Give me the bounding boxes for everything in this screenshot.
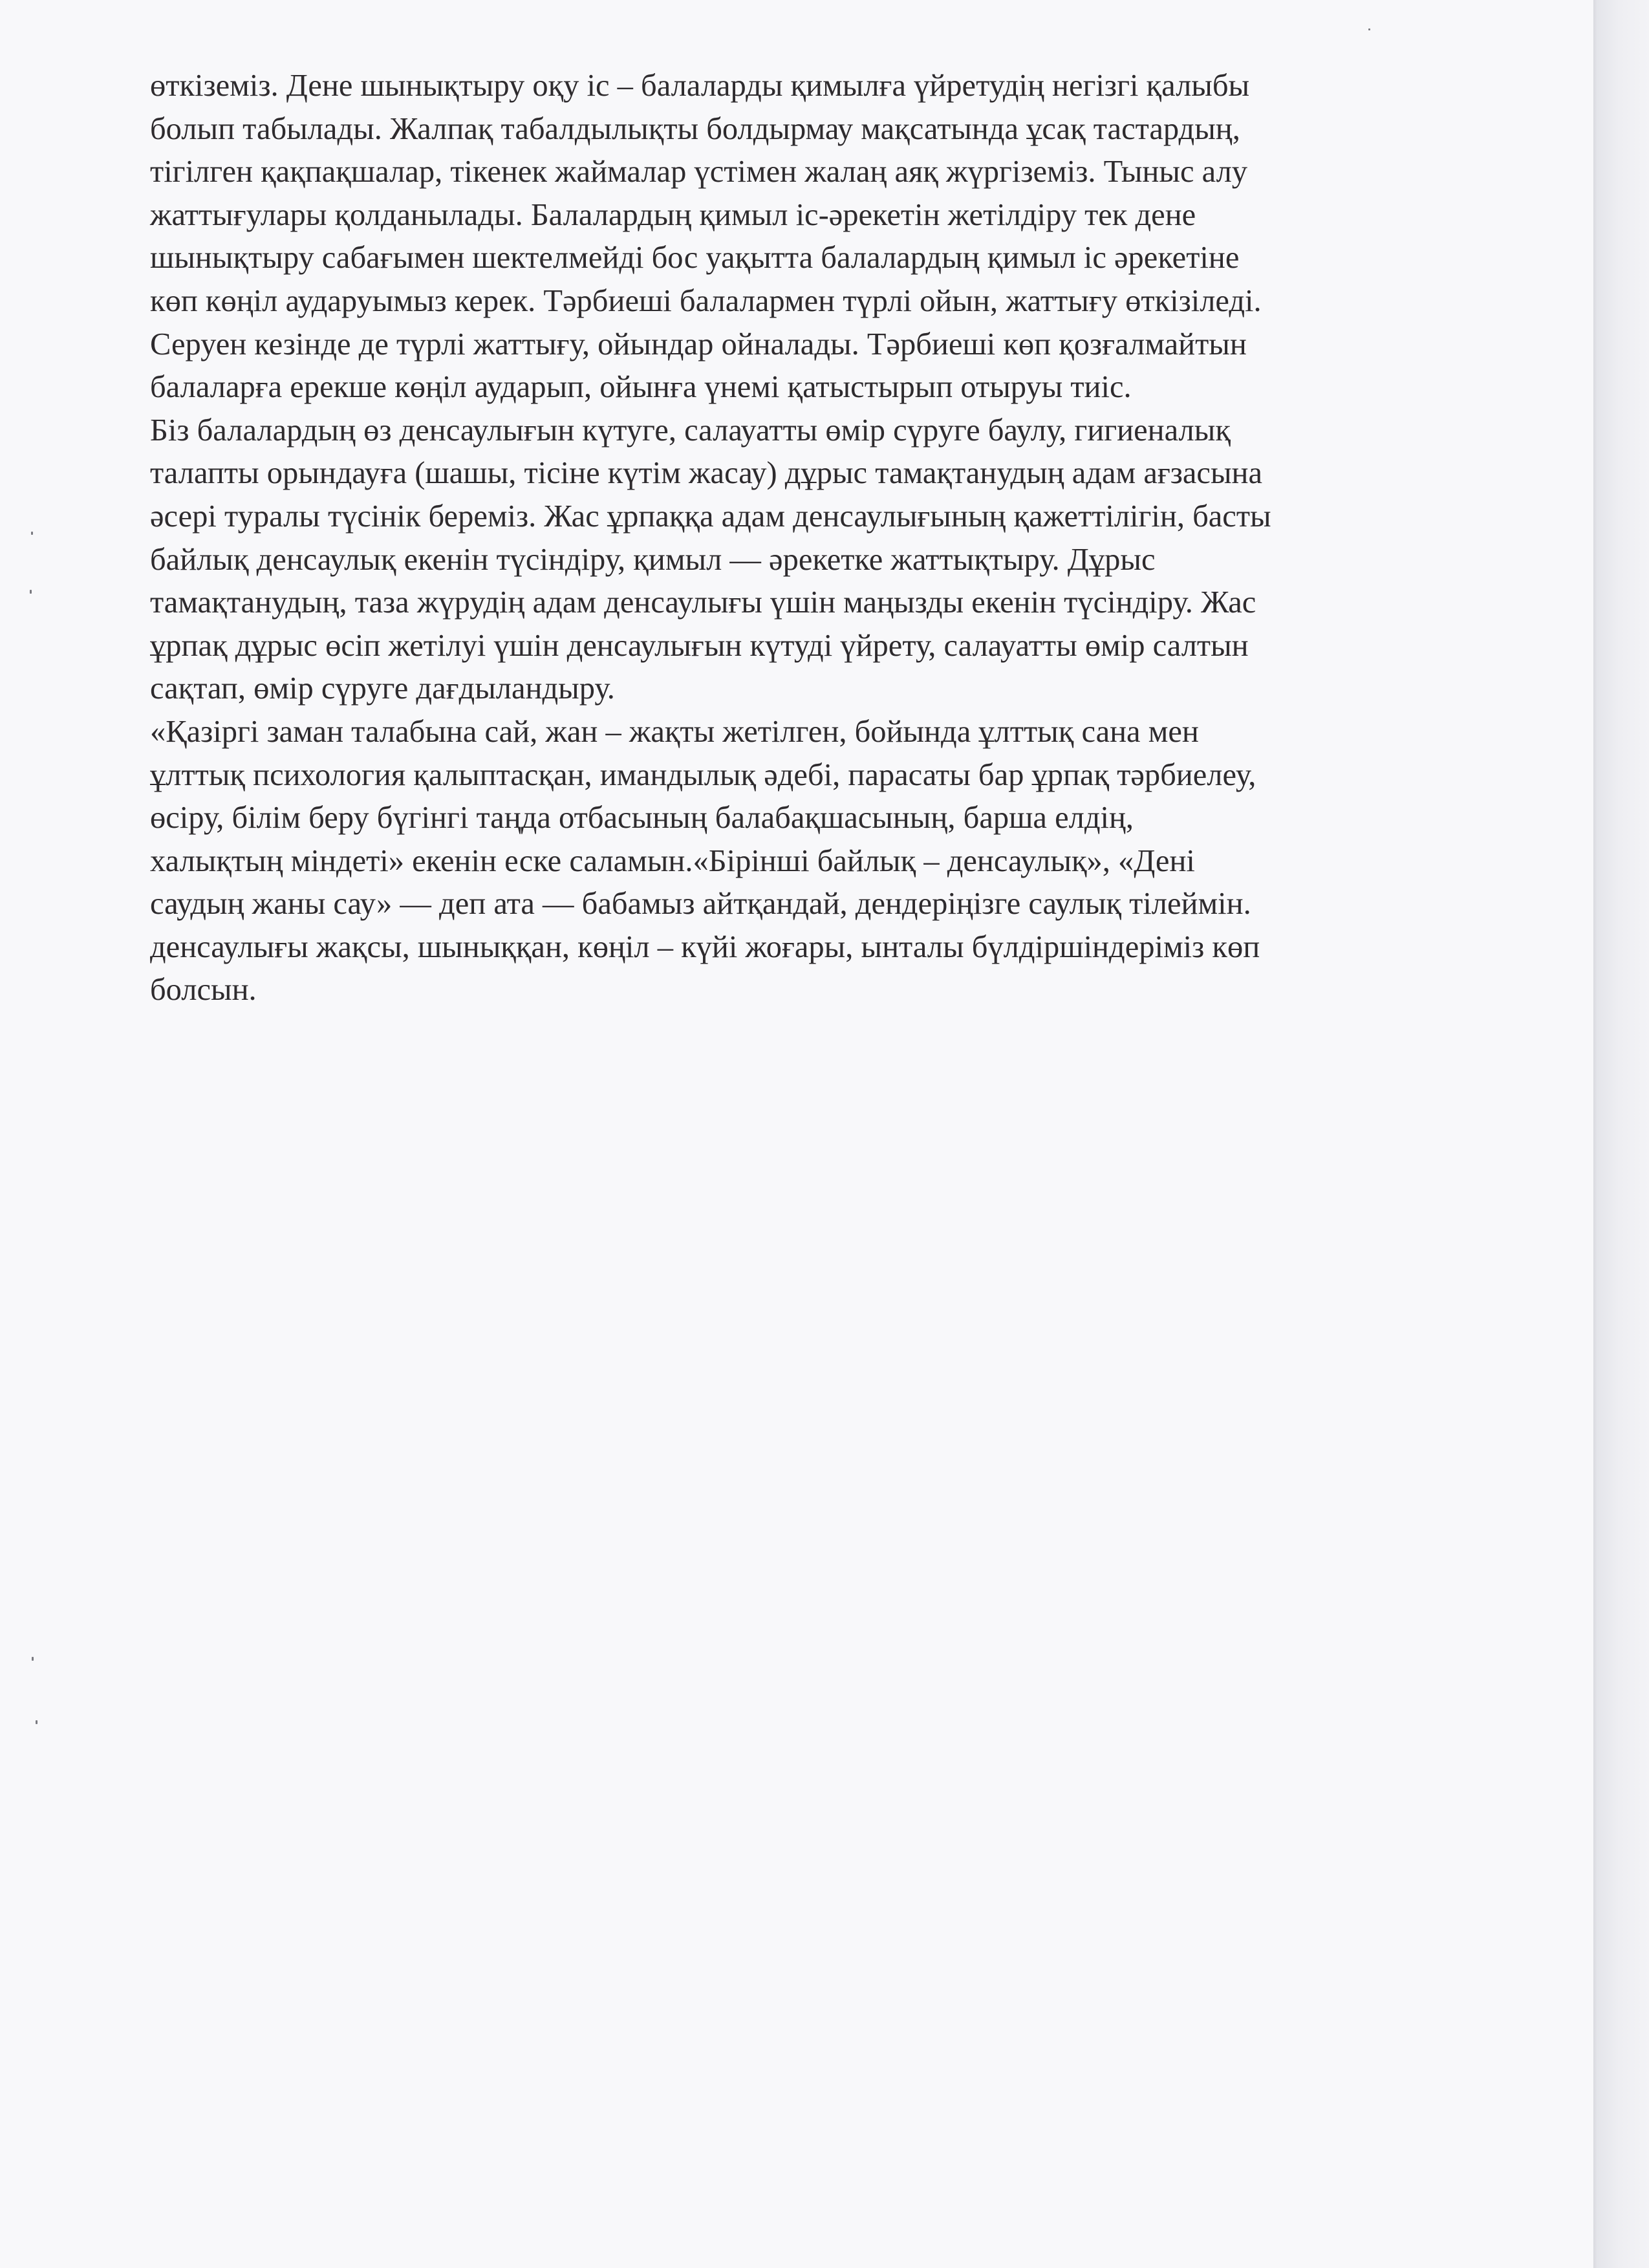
scan-speck — [32, 1657, 34, 1661]
text-line: халықтың міндеті» екенін еске саламын.«Бірінші байлық – денсаулық», «Дені — [150, 843, 1195, 878]
text-line: денсаулығы жақсы, шыныққан, көңіл – күйі жоғары, ынталы бүлдіршіндеріміз көп — [150, 929, 1260, 964]
text-line: байлық денсаулық екенін түсіндіру, қимыл — әрекетке жаттықтыру. Дұрыс — [150, 542, 1156, 577]
document-body — [150, 65, 1527, 1012]
scan-speck — [30, 590, 32, 594]
text-line: өткіземіз. Дене шынықтыру оқу іс – балаларды қимылға үйретудің негізгі қалыбы — [150, 69, 1250, 103]
text-line: Біз балалардың өз денсаулығын күтуге, салауатты өмір сүруге баулу, гигиеналық — [150, 413, 1231, 448]
text-line: ұрпақ дұрыс өсіп жетілуі үшін денсаулығын күтуді үйрету, салауатты өмір салтын — [150, 628, 1249, 663]
text-line: талапты орындауға (шашы, тісіне күтім жасау) дұрыс тамақтанудың адам ағзасына — [150, 456, 1263, 491]
scan-speck — [1368, 28, 1370, 30]
text-line: саудың жаны сау» — деп ата — бабамыз айтқандай, дендеріңізге саулық тілеймін. — [150, 887, 1251, 922]
text-line: болсын. — [150, 973, 257, 1008]
text-line: Серуен кезінде де түрлі жаттығу, ойындар ойналады. Тәрбиеші көп қозғалмайтын — [150, 327, 1247, 362]
text-line: балаларға ерекше көңіл аударып, ойынға үнемі қатыстырып отыруы тиіс. — [150, 370, 1132, 405]
text-line: шынықтыру сабағымен шектелмейді бос уақытта балалардың қимыл іс әрекетіне — [150, 241, 1240, 275]
text-line: тамақтанудың, таза жүрудің адам денсаулығы үшін маңызды екенін түсіндіру. Жас — [150, 585, 1256, 620]
text-line: болып табылады. Жалпақ табалдылықты болдырмау мақсатында ұсақ тастардың, — [150, 111, 1240, 146]
text-line: тігілген қақпақшалар, тікенек жаймалар үстімен жалаң аяқ жүргіземіз. Тыныс алу — [150, 155, 1248, 189]
text-line: жаттығулары қолданылады. Балалардың қимыл іс-әрекетін жетілдіру тек дене — [150, 197, 1196, 232]
text-line: «Қазіргі заман талабына сай, жан – жақты жетілген, бойында ұлттық сана мен — [150, 714, 1199, 749]
text-line: ұлттық психология қалыптасқан, имандылық әдебі, парасаты бар ұрпақ тәрбиелеу, — [150, 757, 1256, 792]
scan-edge — [1593, 0, 1649, 2268]
text-line: өсіру, білім беру бүгінгі таңда отбасының балабақшасының, барша елдің, — [150, 801, 1134, 836]
text-line: көп көңіл аударуымыз керек. Тәрбиеші балалармен түрлі ойын, жаттығу өткізіледі. — [150, 283, 1262, 318]
scan-speck — [36, 1720, 38, 1724]
scan-speck — [31, 532, 33, 535]
text-line: сақтап, өмір сүруге дағдыландыру. — [150, 671, 615, 706]
text-line: әсері туралы түсінік береміз. Жас ұрпаққа адам денсаулығының қажеттілігін, басты — [150, 499, 1271, 534]
